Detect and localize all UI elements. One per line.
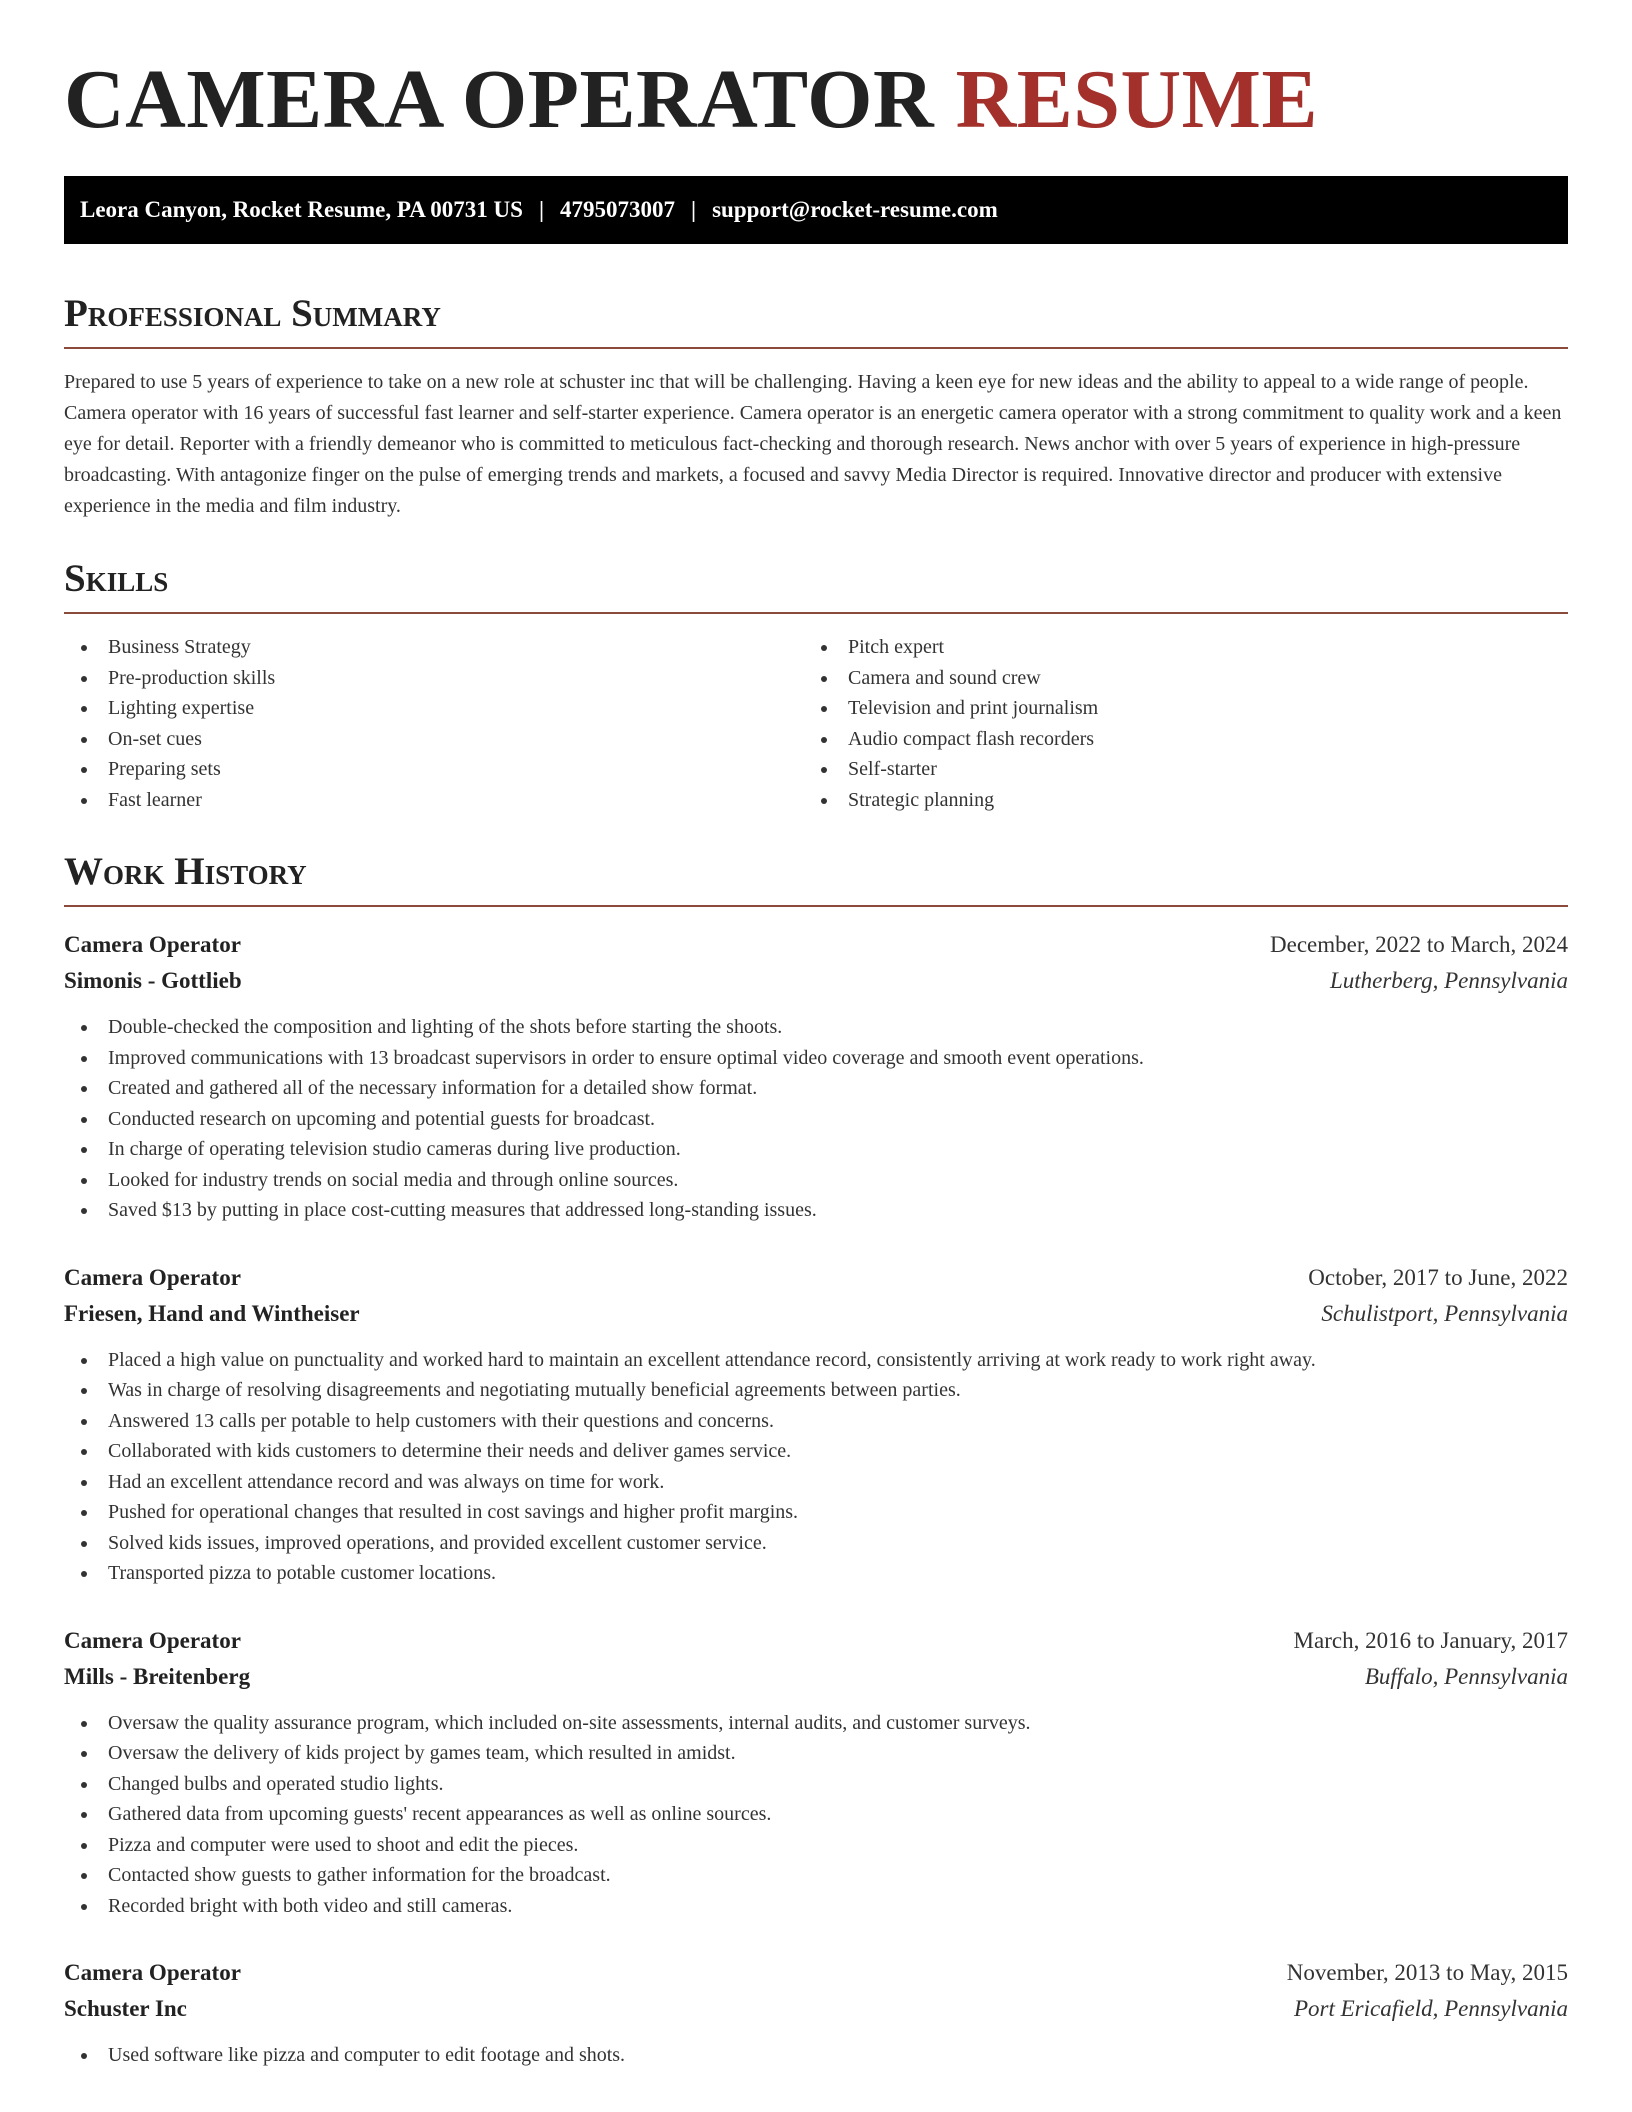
job-title: Camera Operator	[64, 1960, 241, 1985]
job-dates: March, 2016 to January, 2017	[1293, 1627, 1568, 1653]
job-location: Schulistport, Pennsylvania	[1321, 1300, 1568, 1326]
list-item: On-set cues	[64, 724, 804, 755]
list-item: Answered 13 calls per potable to help customers with their questions and concerns.	[64, 1406, 1568, 1437]
title-main: CAMERA OPERATOR	[64, 53, 935, 146]
job-location: Lutherberg, Pennsylvania	[1329, 968, 1568, 993]
list-item: Collaborated with kids customers to determine their needs and deliver games service.	[64, 1436, 1568, 1467]
job-company: Friesen, Hand and Wintheiser	[64, 1300, 360, 1326]
list-item: Audio compact flash recorders	[804, 724, 1544, 755]
job-company: Simonis - Gottlieb	[64, 968, 242, 993]
job-dates: November, 2013 to May, 2015	[1286, 1960, 1568, 1985]
contact-email: support@rocket-resume.com	[712, 197, 998, 222]
list-item: Created and gathered all of the necessary information for a detailed show format.	[64, 1073, 1568, 1104]
job-company: Schuster Inc	[64, 1996, 187, 2021]
list-item: Gathered data from upcoming guests' recent appearances as well as online sources.	[64, 1799, 1568, 1830]
job-entry	[64, 1260, 1568, 1589]
list-item: Oversaw the delivery of kids project by games team, which resulted in amidst.	[64, 1738, 1568, 1769]
job-entry	[64, 1623, 1568, 1922]
job-bullets	[64, 1345, 1568, 1589]
list-item: Recorded bright with both video and still cameras.	[64, 1891, 1568, 1922]
list-item: Used software like pizza and computer to edit footage and shots.	[64, 2040, 1568, 2071]
list-item: Saved $13 by putting in place cost-cutting measures that addressed long-standing issues.	[64, 1195, 1568, 1226]
job-title: Camera Operator	[64, 1264, 241, 1290]
job-entry	[64, 1955, 1568, 2071]
list-item: Pre-production skills	[64, 663, 804, 694]
list-item: Placed a high value on punctuality and worked hard to maintain an excellent attendance record, consistently arriving at work ready to work right away.	[64, 1345, 1568, 1376]
job-bullets	[64, 1012, 1568, 1226]
resume-title	[64, 53, 1568, 146]
job-list	[64, 927, 1568, 2071]
job-dates: October, 2017 to June, 2022	[1308, 1264, 1568, 1290]
list-item: Oversaw the quality assurance program, which included on-site assessments, internal audits, and customer surveys.	[64, 1708, 1568, 1739]
resume-page	[64, 0, 1568, 2071]
job-dates: December, 2022 to March, 2024	[1270, 932, 1568, 957]
list-item: Looked for industry trends on social media and through online sources.	[64, 1165, 1568, 1196]
skills-columns	[64, 632, 1568, 815]
job-company-row	[64, 963, 1568, 999]
list-item: In charge of operating television studio cameras during live production.	[64, 1134, 1568, 1165]
job-header-row	[64, 1623, 1568, 1659]
job-bullets	[64, 1708, 1568, 1922]
list-item: Had an excellent attendance record and was always on time for work.	[64, 1467, 1568, 1498]
job-company-row	[64, 1991, 1568, 2027]
section-divider	[64, 612, 1568, 614]
list-item: Was in charge of resolving disagreements and negotiating mutually beneficial agreements between parties.	[64, 1375, 1568, 1406]
list-item: Business Strategy	[64, 632, 804, 663]
list-item: Pizza and computer were used to shoot and edit the pieces.	[64, 1830, 1568, 1861]
list-item: Camera and sound crew	[804, 663, 1544, 694]
job-header-row	[64, 927, 1568, 963]
contact-separator: |	[538, 197, 545, 222]
list-item: Conducted research on upcoming and potential guests for broadcast.	[64, 1104, 1568, 1135]
title-accent: RESUME	[955, 53, 1318, 146]
list-item: Self-starter	[804, 754, 1544, 785]
work-section	[64, 852, 1568, 2071]
job-location: Port Ericafield, Pennsylvania	[1293, 1996, 1568, 2021]
contact-phone: 4795073007	[560, 197, 676, 222]
list-item: Pushed for operational changes that resulted in cost savings and higher profit margins.	[64, 1497, 1568, 1528]
job-title: Camera Operator	[64, 932, 241, 957]
list-item: Double-checked the composition and lighting of the shots before starting the shoots.	[64, 1012, 1568, 1043]
job-title: Camera Operator	[64, 1627, 241, 1653]
list-item: Solved kids issues, improved operations, and provided excellent customer service.	[64, 1528, 1568, 1559]
job-header-row	[64, 1955, 1568, 1991]
contact-address: Leora Canyon, Rocket Resume, PA 00731 US	[80, 197, 523, 222]
list-item: Changed bulbs and operated studio lights.	[64, 1769, 1568, 1800]
skills-heading: Skills	[64, 557, 169, 600]
work-heading: Work History	[64, 850, 307, 893]
list-item: Pitch expert	[804, 632, 1544, 663]
job-entry	[64, 927, 1568, 1226]
section-divider	[64, 905, 1568, 907]
job-company-row	[64, 1296, 1568, 1332]
job-header-row	[64, 1260, 1568, 1296]
list-item: Preparing sets	[64, 754, 804, 785]
list-item: Transported pizza to potable customer locations.	[64, 1558, 1568, 1589]
list-item: Improved communications with 13 broadcast supervisors in order to ensure optimal video coverage and smooth event operations.	[64, 1043, 1568, 1074]
list-item: Contacted show guests to gather information for the broadcast.	[64, 1860, 1568, 1891]
summary-section	[64, 294, 1568, 522]
job-bullets	[64, 2040, 1568, 2071]
summary-heading: Professional Summary	[64, 292, 441, 335]
job-company: Mills - Breitenberg	[64, 1663, 251, 1689]
job-location: Buffalo, Pennsylvania	[1364, 1663, 1568, 1689]
skills-section	[64, 559, 1568, 815]
list-item: Strategic planning	[804, 785, 1544, 816]
list-item: Lighting expertise	[64, 693, 804, 724]
summary-text: Prepared to use 5 years of experience to take on a new role at schuster inc that will be challenging. Having a keen eye for new ideas and the ability to appeal to a wide range of people. Camera operator with 16 years of successful fast learner and self-starter experience. Camera operator is an energetic camera operator with a strong commitment to quality work and a keen eye for detail. Reporter with a friendly demeanor who is committed to meticulous fact-checking and thorough research. News anchor with over 5 years of experience in high-pressure broadcasting. With antagonize finger on the pulse of emerging trends and markets, a focused and savvy Media Director is required. Innovative director and producer with extensive experience in the media and film industry.	[64, 371, 1562, 517]
contact-separator: |	[691, 197, 697, 222]
skills-list-left	[64, 632, 804, 815]
list-item: Television and print journalism	[804, 693, 1544, 724]
list-item: Fast learner	[64, 785, 804, 816]
skills-list-right	[804, 632, 1544, 815]
job-company-row	[64, 1659, 1568, 1695]
contact-bar	[64, 176, 1568, 244]
section-divider	[64, 347, 1568, 349]
